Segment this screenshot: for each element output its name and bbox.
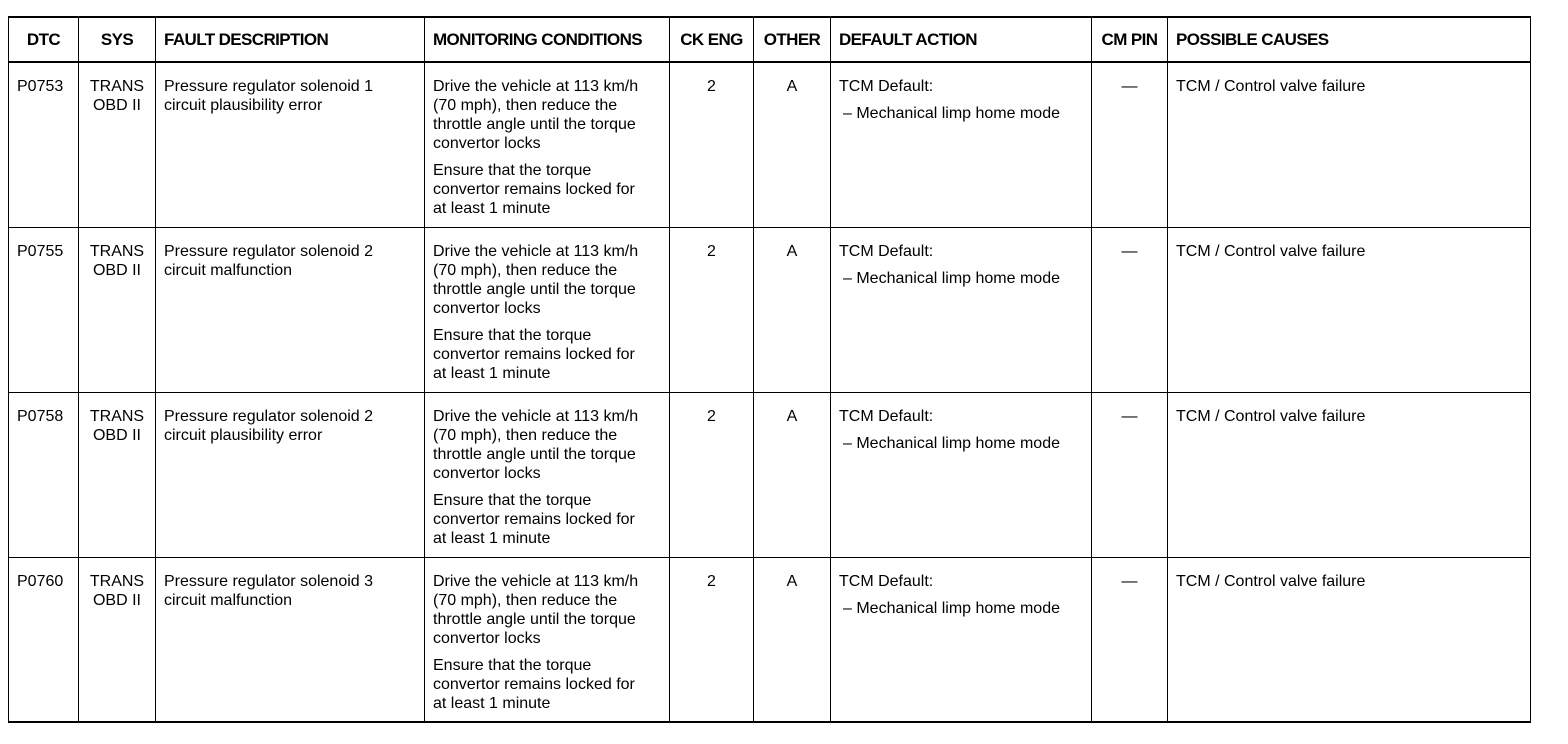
- monitoring-line-3: throttle angle until the torque: [433, 280, 636, 298]
- fault-line-2: circuit malfunction: [164, 591, 293, 609]
- other-value: A: [754, 557, 831, 722]
- default-action-line-2: – Mechanical limp home mode: [843, 434, 1060, 452]
- monitoring-line-6: convertor remains locked for: [433, 675, 635, 693]
- sys-line-1: TRANS: [89, 407, 145, 425]
- monitoring-line-7: at least 1 minute: [433, 694, 551, 712]
- sys-line-2: OBD II: [92, 591, 141, 609]
- monitoring-line-3: throttle angle until the torque: [433, 116, 636, 133]
- fault-line-1: Pressure regulator solenoid 2: [164, 242, 374, 260]
- monitoring-line-3: throttle angle until the torque: [433, 610, 636, 628]
- sys-line-2: OBD II: [92, 261, 141, 279]
- monitoring-line-1: Drive the vehicle at 113 km/h: [433, 242, 639, 260]
- header-possible-causes: POSSIBLE CAUSES: [1168, 17, 1531, 62]
- monitoring-line-4: convertor locks: [433, 464, 541, 482]
- fault-line-2: circuit plausibility error: [164, 97, 323, 114]
- table-row: [9, 392, 1531, 557]
- dtc-code: P0755: [9, 227, 79, 392]
- fault-line-2: circuit malfunction: [164, 261, 293, 279]
- default-action-line-2: – Mechanical limp home mode: [843, 269, 1060, 287]
- fault-line-1: Pressure regulator solenoid 1: [164, 78, 374, 95]
- other-value: A: [754, 227, 831, 392]
- monitoring-line-1: Drive the vehicle at 113 km/h: [433, 407, 639, 425]
- sys-cell: [79, 227, 156, 392]
- monitoring-line-4: convertor locks: [433, 135, 541, 152]
- table-row: [9, 227, 1531, 392]
- default-action-line-2: – Mechanical limp home mode: [843, 599, 1060, 617]
- default-action-line-1: TCM Default:: [839, 572, 934, 590]
- monitoring-line-5: Ensure that the torque: [433, 162, 592, 179]
- sys-line-1: TRANS: [89, 242, 145, 260]
- ck-eng-value: 2: [670, 392, 754, 557]
- cm-pin-value: —: [1092, 392, 1168, 557]
- fault-line-1: Pressure regulator solenoid 3: [164, 572, 374, 590]
- table-row: [9, 62, 1531, 227]
- default-action-line-1: TCM Default:: [839, 242, 934, 260]
- monitoring-line-4: convertor locks: [433, 629, 541, 647]
- monitoring-line-2: (70 mph), then reduce the: [433, 261, 618, 279]
- monitoring-conditions: [425, 62, 670, 227]
- fault-description: [156, 557, 425, 722]
- possible-causes: TCM / Control valve failure: [1168, 62, 1531, 227]
- default-action-line-1: TCM Default:: [839, 407, 934, 425]
- monitoring-line-6: convertor remains locked for: [433, 181, 635, 198]
- default-action: [831, 392, 1092, 557]
- table-row: [9, 557, 1531, 722]
- other-value: A: [754, 392, 831, 557]
- default-action-line-2: – Mechanical limp home mode: [843, 105, 1060, 122]
- cm-pin-value: —: [1092, 227, 1168, 392]
- monitoring-line-4: convertor locks: [433, 299, 541, 317]
- monitoring-line-2: (70 mph), then reduce the: [433, 591, 618, 609]
- monitoring-line-2: (70 mph), then reduce the: [433, 426, 618, 444]
- dtc-code: P0760: [9, 557, 79, 722]
- monitoring-line-5: Ensure that the torque: [433, 326, 592, 344]
- monitoring-line-2: (70 mph), then reduce the: [433, 97, 618, 114]
- dtc-code: P0753: [9, 62, 79, 227]
- monitoring-line-3: throttle angle until the torque: [433, 445, 636, 463]
- default-action: [831, 62, 1092, 227]
- sys-cell: [79, 557, 156, 722]
- default-action: [831, 227, 1092, 392]
- ck-eng-value: 2: [670, 557, 754, 722]
- monitoring-line-1: Drive the vehicle at 113 km/h: [433, 78, 639, 95]
- possible-causes: TCM / Control valve failure: [1168, 227, 1531, 392]
- fault-description: [156, 392, 425, 557]
- dtc-code: P0758: [9, 392, 79, 557]
- fault-line-1: Pressure regulator solenoid 2: [164, 407, 374, 425]
- monitoring-conditions: [425, 227, 670, 392]
- ck-eng-value: 2: [670, 227, 754, 392]
- sys-cell: [79, 392, 156, 557]
- monitoring-line-1: Drive the vehicle at 113 km/h: [433, 572, 639, 590]
- sys-line-1: TRANS: [89, 572, 145, 590]
- sys-line-2: OBD II: [92, 97, 141, 114]
- monitoring-conditions: [425, 392, 670, 557]
- sys-line-1: TRANS: [89, 78, 145, 95]
- header-row: [9, 17, 1531, 62]
- dtc-table: [8, 16, 1531, 723]
- possible-causes: TCM / Control valve failure: [1168, 557, 1531, 722]
- fault-description: [156, 227, 425, 392]
- header-cm-pin: CM PIN: [1092, 17, 1168, 62]
- cm-pin-value: —: [1092, 62, 1168, 227]
- other-value: A: [754, 62, 831, 227]
- header-sys: SYS: [79, 17, 156, 62]
- monitoring-line-7: at least 1 minute: [433, 200, 551, 217]
- header-fault-description: FAULT DESCRIPTION: [156, 17, 425, 62]
- monitoring-line-7: at least 1 minute: [433, 364, 551, 382]
- monitoring-line-6: convertor remains locked for: [433, 345, 635, 363]
- default-action: [831, 557, 1092, 722]
- sys-line-2: OBD II: [92, 426, 141, 444]
- cm-pin-value: —: [1092, 557, 1168, 722]
- header-monitoring-conditions: MONITORING CONDITIONS: [425, 17, 670, 62]
- fault-description: [156, 62, 425, 227]
- default-action-line-1: TCM Default:: [839, 78, 934, 95]
- monitoring-line-7: at least 1 minute: [433, 529, 551, 547]
- fault-line-2: circuit plausibility error: [164, 426, 323, 444]
- possible-causes: TCM / Control valve failure: [1168, 392, 1531, 557]
- monitoring-conditions: [425, 557, 670, 722]
- header-dtc: DTC: [9, 17, 79, 62]
- ck-eng-value: 2: [670, 62, 754, 227]
- monitoring-line-5: Ensure that the torque: [433, 491, 592, 509]
- header-ck-eng: CK ENG: [670, 17, 754, 62]
- header-other: OTHER: [754, 17, 831, 62]
- header-default-action: DEFAULT ACTION: [831, 17, 1092, 62]
- sys-cell: [79, 62, 156, 227]
- monitoring-line-6: convertor remains locked for: [433, 510, 635, 528]
- monitoring-line-5: Ensure that the torque: [433, 656, 592, 674]
